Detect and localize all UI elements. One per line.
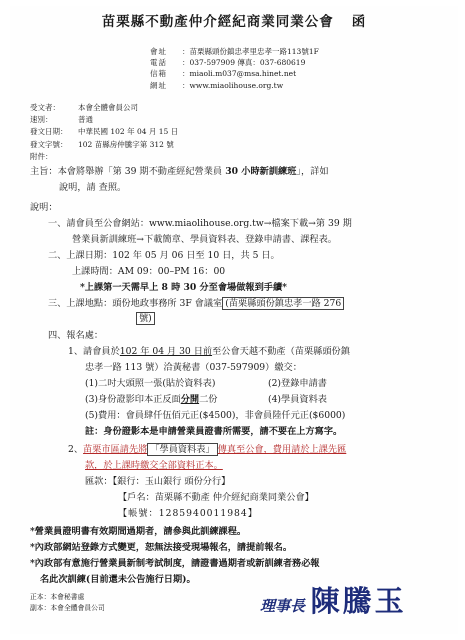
subject-line-2: 說明，請 查照。 — [59, 182, 127, 193]
meta-attachment: 附件： — [30, 151, 53, 161]
item2-note: *上課第一天需早上 8 時 30 分至會場做報到手續* — [80, 282, 287, 293]
bank-line: 匯款：【銀行：玉山銀行 頭份分行】 — [85, 476, 231, 487]
letterhead-title — [10, 10, 458, 30]
item4-label: 四、報名處： — [48, 330, 104, 341]
doc-item-3: (3)身份證影印本正反面分開二份 — [85, 394, 218, 405]
footnote-3: *內政部有意施行營業員新制考試制度，請證書過期者或新訓練者務必報 — [30, 558, 320, 569]
subject-line: 主旨：本會將舉辦「第 39 期不動產經紀營業員 30 小時新訓練班」，詳如 — [30, 166, 329, 177]
association-name: 苗栗縣不動產仲介經紀商業同業公會 — [101, 14, 334, 30]
contact-website: 網址 ：www.miaolihouse.org.tw — [150, 80, 284, 90]
account-name: 【戶名：苗栗縣不動產 仲介經紀商業同業公會】 — [118, 492, 314, 503]
meta-recipient: 受文者： 本會全體會員公司 — [30, 103, 138, 112]
footnote-4: 名此次訓練(目前還未公告施行日期)。 — [40, 574, 196, 585]
doc-item-4: (4)學員資料表 — [268, 394, 327, 405]
explain-label: 說明： — [30, 202, 58, 213]
doc-item-5: (5)費用：會員肆仟伍佰元正($4500)，非會員陸仟元正($6000) — [85, 410, 346, 421]
chairman-signature-stamp — [260, 579, 407, 620]
item2-time: 上課時間：AM 09：00–PM 16：00 — [72, 266, 226, 277]
contact-phone: 電話 ：037-597909 傳真：037-680619 — [150, 58, 306, 68]
location-address-box: (苗栗縣頭份鎮忠孝一路 276 — [222, 297, 344, 310]
sub2-line2: 款，於上課時繳交全部資料正本。 — [85, 460, 223, 471]
doc-item-1: (1)二吋大頭照一張(貼於資料表) — [85, 378, 216, 389]
sub1-line2: 忠孝一路 113 號）洽黃秘書（037-597909）繳交： — [85, 362, 302, 373]
sub2-line1: 2、苗栗市區請先將 「學員資料表」 傳真至公會，費用請於上課先匯 — [68, 444, 347, 455]
item1-line2: 營業員新訓練班→下載簡章、學員資料表、登錄申請書、課程表。 — [72, 234, 337, 245]
item1-line1: 一、請會員至公會網站：www.miaolihouse.org.tw→檔案下載→第 39 期 — [48, 218, 352, 229]
contact-address: 會址 ：苗栗縣頭份鎮忠孝里忠孝一路113號1F — [150, 47, 319, 56]
meta-date: 發文日期： 中華民國 102 年 04 月 15 日 — [30, 127, 179, 137]
contact-block — [150, 46, 319, 91]
document-type: 函 — [351, 14, 367, 30]
document-page — [10, 6, 458, 634]
footnote-1: *營業員證明書有效期間過期者，請參與此訓練課程。 — [30, 526, 247, 537]
item3-location-line2: 號) — [136, 311, 155, 327]
copy-recipients — [30, 592, 105, 614]
meta-speed: 速別： 普通 — [30, 115, 93, 125]
meta-number: 發文字號： 102 苗縣房仲騰字第 312 號 — [30, 139, 174, 149]
id-note: 註：身份證影本是申請營業員證書所需要，請不要在上方寫字。 — [85, 426, 343, 437]
doc-item-2: (2)登錄申請書 — [268, 378, 327, 389]
cc-copy: 副本：本會全體會員公司 — [30, 604, 105, 612]
sub1-line1: 1、請會員於102 年 04 月 30 日前至公會天越不動產（苗栗縣頭份鎮 — [68, 346, 350, 357]
account-number: 【帳號：1285940011984】 — [118, 508, 258, 519]
signature-title: 理事長 — [260, 597, 306, 615]
contact-email: 信箱 ：miaoli.m037@msa.hinet.net — [150, 69, 297, 79]
item2-date: 二、上課日期：102 年 05 月 06 日至 10 日，共 5 日。 — [48, 250, 280, 261]
signature-name: 陳騰玉 — [310, 584, 407, 618]
item3-location: 三、上課地點：頭份地政事務所 3F 會議室 (苗栗縣頭份鎮忠孝一路 276 — [48, 296, 344, 312]
cc-original: 正本：本會秘書處 — [30, 593, 85, 601]
document-meta — [30, 102, 178, 163]
deadline-date: 102 年 04 月 30 日前 — [119, 346, 213, 357]
footnote-2: *內政部網站登錄方式變更，恕無法接受現場報名，請提前報名。 — [30, 542, 293, 553]
